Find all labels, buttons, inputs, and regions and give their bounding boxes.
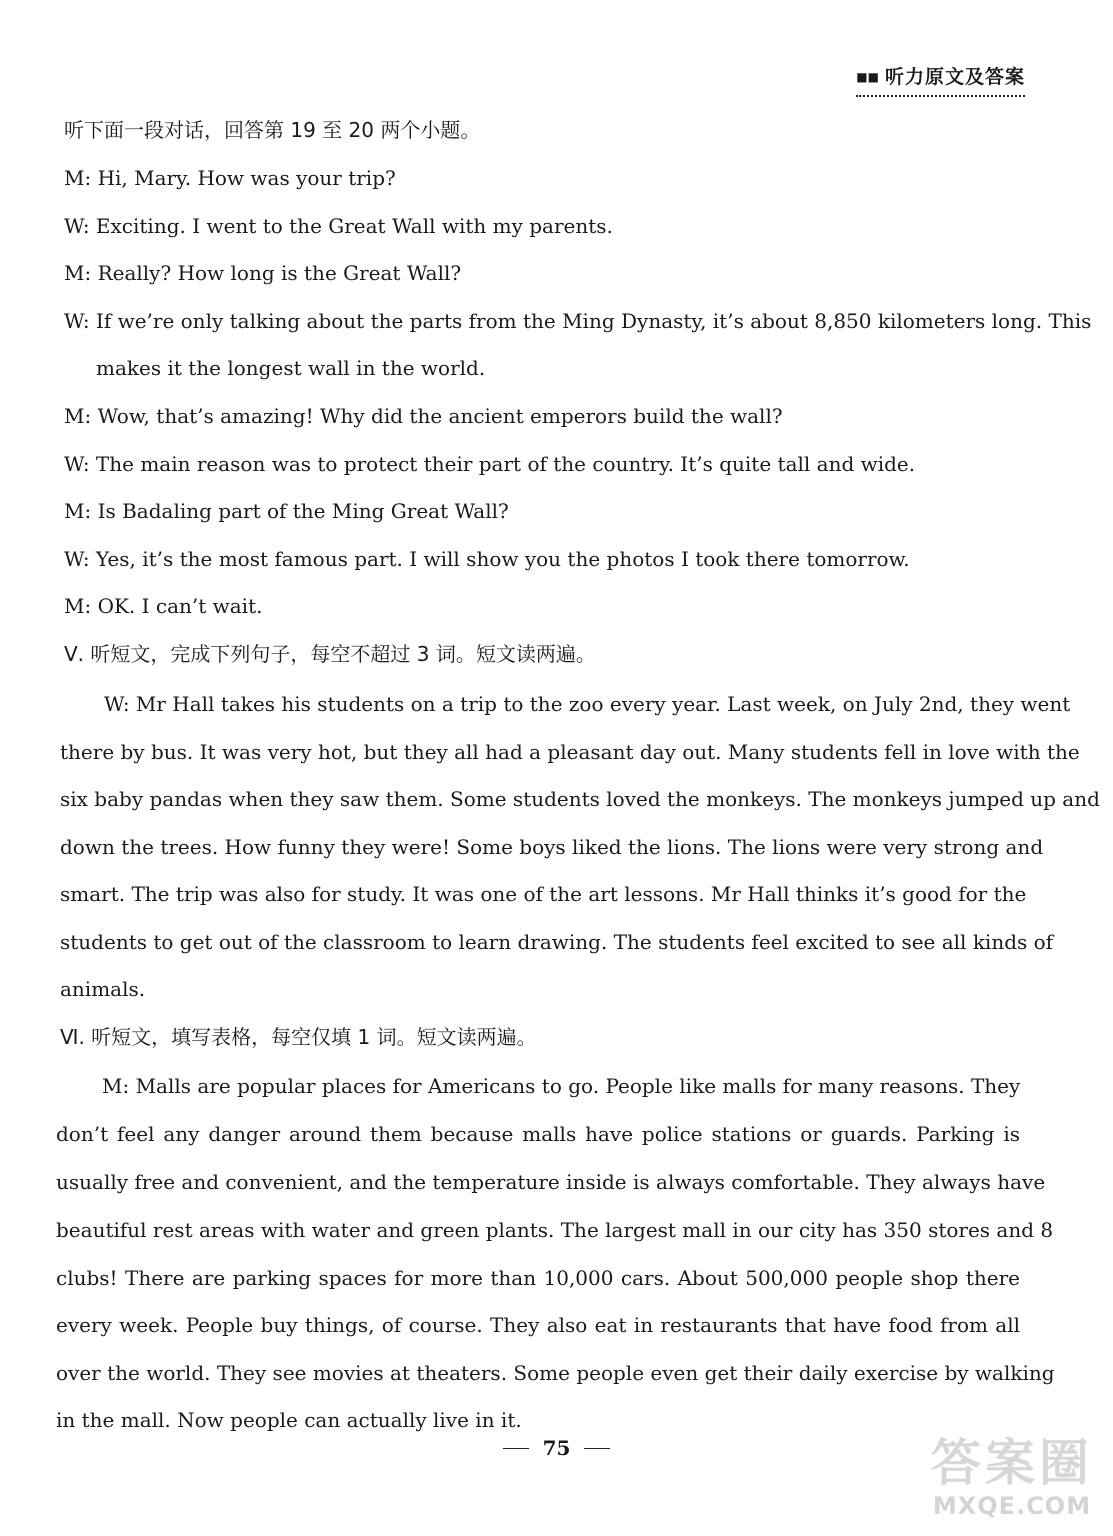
header-title: 听力原文及答案 (884, 66, 1025, 88)
watermark-logo (917, 1434, 1107, 1530)
page-number: 75 (542, 1436, 571, 1460)
dialogue-line: M: Is Badaling part of the Ming Great Wall? (64, 499, 509, 523)
passage-line: animals. (60, 977, 146, 1001)
passage-line: in the mall. Now people can actually live in it. (56, 1408, 522, 1432)
dialogue-line: M: Hi, Mary. How was your trip? (64, 166, 396, 190)
passage-line: down the trees. How funny they were! Some boys liked the lions. The lions were very strong and (60, 835, 1044, 859)
page-header (856, 62, 1025, 97)
passage-line: don’t feel any danger around them because malls have police stations or guards. Parking is (56, 1122, 1020, 1146)
passage-line: W: Mr Hall takes his students on a trip to the zoo every year. Last week, on July 2nd, they went (104, 692, 1071, 716)
section-instruction: 听下面一段对话，回答第 19 至 20 两个小题。 (64, 118, 481, 142)
dialogue-line: W: If we’re only talking about the parts from the Ming Dynasty, it’s about 8,850 kilometers long. This (64, 309, 1092, 333)
section-instruction: Ⅴ. 听短文，完成下列句子，每空不超过 3 词。短文读两遍。 (64, 642, 596, 666)
passage-line: usually free and convenient, and the temperature inside is always comfortable. They always have (56, 1170, 1046, 1194)
dialogue-line: M: Really? How long is the Great Wall? (64, 261, 462, 285)
header-marker: ■■ (856, 70, 879, 84)
dialogue-line: M: OK. I can’t wait. (64, 594, 263, 618)
passage-line: over the world. They see movies at theaters. Some people even get their daily exercise by walking (56, 1361, 1055, 1385)
dialogue-line: makes it the longest wall in the world. (96, 356, 486, 380)
dialogue-line: W: Yes, it’s the most famous part. I will show you the photos I took there tomorrow. (64, 547, 910, 571)
section-instruction: Ⅵ. 听短文，填写表格，每空仅填 1 词。短文读两遍。 (60, 1025, 537, 1049)
footer-dash-left (503, 1448, 529, 1449)
passage-line: students to get out of the classroom to learn drawing. The students feel excited to see all kinds of (60, 930, 1054, 954)
watermark-logo-text: 答案圈 (931, 1434, 1093, 1492)
passage-line: clubs! There are parking spaces for more than 10,000 cars. About 500,000 people shop there (56, 1266, 1020, 1290)
dialogue-line: M: Wow, that’s amazing! Why did the ancient emperors build the wall? (64, 404, 783, 428)
passage-line: beautiful rest areas with water and green plants. The largest mall in our city has 350 stores and 8 (56, 1218, 1054, 1242)
dialogue-line: W: The main reason was to protect their part of the country. It’s quite tall and wide. (64, 452, 916, 476)
dialogue-line: W: Exciting. I went to the Great Wall with my parents. (64, 214, 613, 238)
passage-line: every week. People buy things, of course. They also eat in restaurants that have food from all (56, 1313, 1020, 1337)
passage-line: six baby pandas when they saw them. Some students loved the monkeys. The monkeys jumped up and (60, 787, 1100, 811)
footer-dash-right (584, 1448, 610, 1449)
passage-line: there by bus. It was very hot, but they all had a pleasant day out. Many students fell in love with the (60, 740, 1080, 764)
passage-line: M: Malls are popular places for Americans to go. People like malls for many reasons. They (102, 1074, 1021, 1098)
passage-line: smart. The trip was also for study. It was one of the art lessons. Mr Hall thinks it’s good for the (60, 882, 1027, 906)
watermark-url: MXQE.COM (932, 1492, 1092, 1520)
